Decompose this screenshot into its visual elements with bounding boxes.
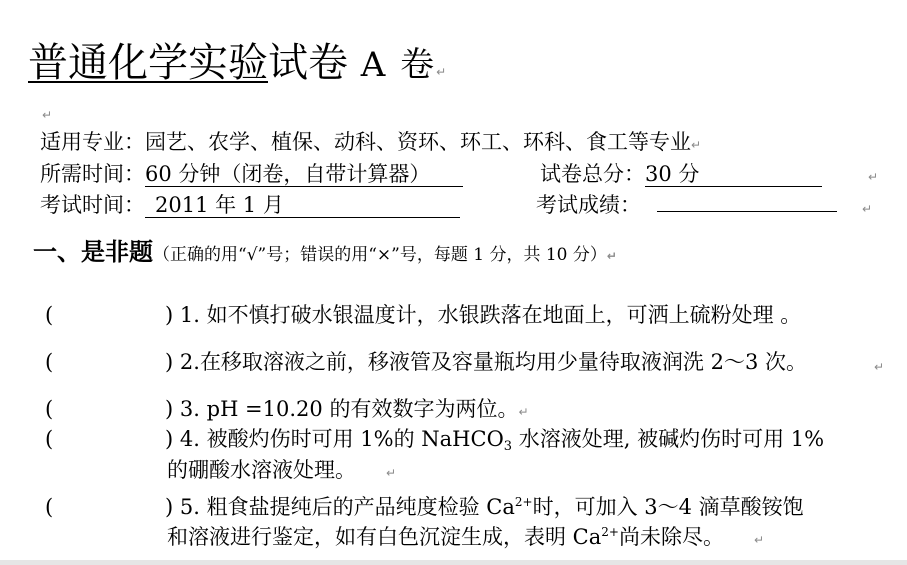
date-value: 2011 年 1 月 [145,193,460,218]
total-value: 30 分 [645,162,822,187]
question-text-line1b: 水溶液处理, 被碱灼伤时可用 1% [512,427,825,451]
paragraph-mark: ↵ [691,138,702,152]
time-label: 所需时间： [40,162,145,186]
question-number: 2. [179,350,200,374]
question-5-line2 [167,517,764,555]
section-heading [33,236,617,272]
question-4-line2 [167,455,396,488]
paragraph-mark: ↵ [753,533,765,547]
question-text-line2a: 和溶液进行鉴定，如有白色沉淀生成，表明 Ca [167,525,602,549]
date-label: 考试时间： [40,193,145,217]
answer-close-paren: ) [165,303,174,327]
question-text-line1b: 时，可加入 3～4 滴草酸铵饱 [532,495,804,519]
paragraph-mark: ↵ [436,65,447,79]
info-date-row [40,191,460,219]
superscript: 2+ [514,495,533,509]
paragraph-mark: ↵ [874,360,885,374]
section-note: （正确的用“√”号；错误的用“×”号，每题 1 分，共 10 分） [153,245,607,265]
total-label: 试卷总分： [540,162,645,186]
paragraph-mark: ↵ [386,466,397,480]
question-2 [45,347,807,377]
major-value: 园艺、农学、植保、动科、资环、环工、环科、食工等专业 [145,130,691,154]
question-4 [45,424,824,462]
page-bottom-edge [0,560,907,565]
exam-title-rest: 试卷 [268,40,348,86]
answer-close-paren: ) [165,397,174,421]
paragraph-mark: ↵ [42,108,53,122]
paragraph-mark: ↵ [862,202,873,216]
question-1 [45,300,801,330]
question-number: 1. [179,303,200,327]
exam-title-underlined: 普通化学实验 [28,40,268,86]
question-number: 4. [179,427,200,451]
answer-open-paren: ( [45,397,54,421]
question-number: 3. [179,397,200,421]
question-number: 5. [179,495,200,519]
score-label: 考试成绩： [536,193,641,217]
answer-open-paren: ( [45,350,54,374]
question-text-line1a: 被酸灼伤时可用 1%的 NaHCO [206,427,504,451]
score-value [657,211,837,212]
paragraph-mark: ↵ [868,170,879,184]
info-score-row [536,191,837,219]
exam-title [28,38,446,97]
question-text-line2b: 尚未除尽。 [618,525,724,549]
paragraph-mark: ↵ [518,405,529,419]
exam-title-version: A 卷 [360,45,437,85]
question-text-line2: 的硼酸水溶液处理。 [167,458,356,482]
subscript: 3 [503,439,513,454]
answer-open-paren: ( [45,303,54,327]
major-label: 适用专业： [40,130,145,154]
superscript: 2+ [601,525,619,539]
question-text-line1a: 粗食盐提纯后的产品纯度检验 Ca [206,495,515,519]
info-time-row [40,160,463,188]
answer-open-paren: ( [45,427,54,451]
answer-close-paren: ) [165,350,174,374]
answer-close-paren: ) [165,495,174,519]
question-text: pH =10.20 的有效数字为两位。 [206,397,519,421]
question-text: 如不慎打破水银温度计，水银跌落在地面上，可洒上硫粉处理 。 [206,303,802,327]
time-value: 60 分钟（闭卷，自带计算器） [145,162,463,187]
paragraph-mark: ↵ [606,249,617,263]
answer-open-paren: ( [45,495,54,519]
section-title: 一、是非题 [33,238,153,266]
answer-close-paren: ) [165,427,174,451]
question-text: 在移取溶液之前，移液管及容量瓶均用少量待取液润洗 2～3 次。 [199,350,808,374]
question-3 [45,394,529,427]
info-total-row [540,160,822,188]
info-major-row [40,128,701,159]
